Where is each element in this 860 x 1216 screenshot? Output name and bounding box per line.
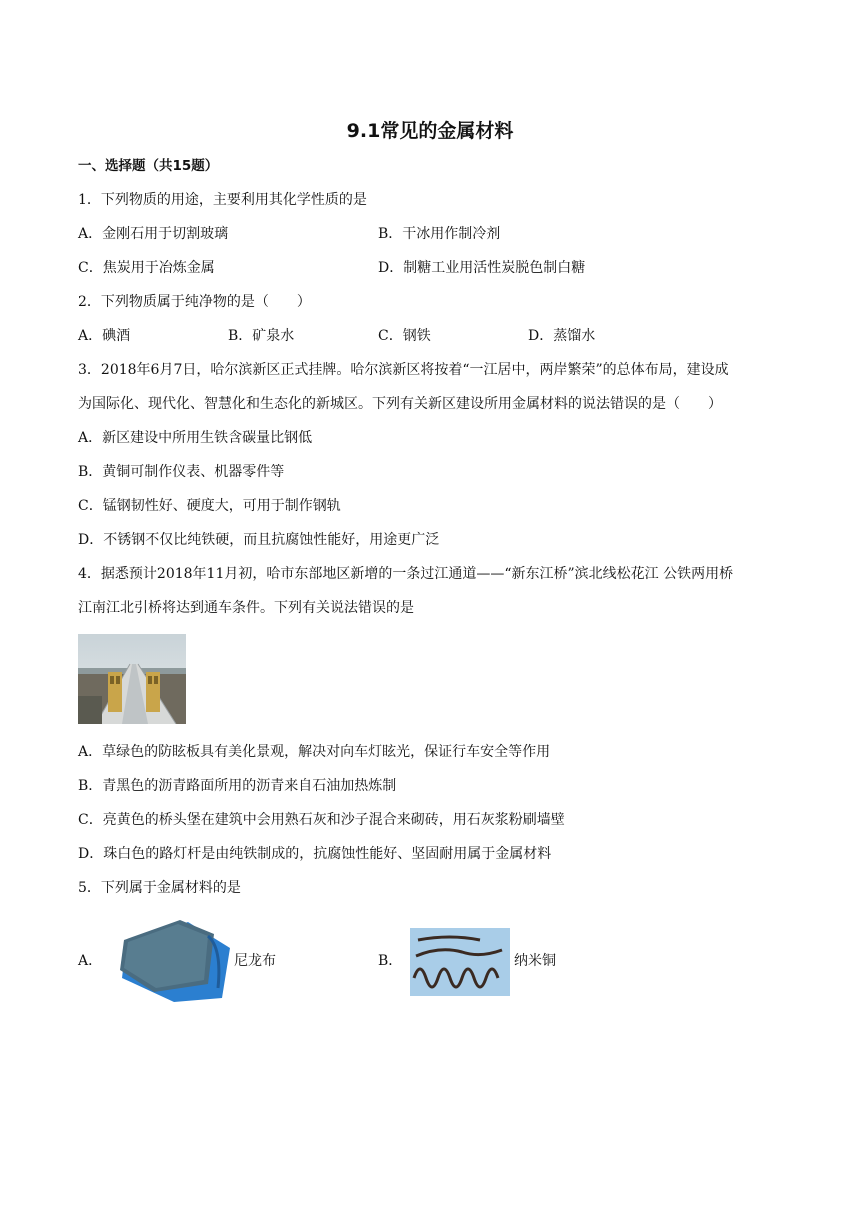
question-3-option-b: B．黄铜可制作仪表、机器零件等 xyxy=(78,464,285,480)
question-4-stem-line-2: 江南江北引桥将达到通车条件。下列有关说法错误的是 xyxy=(78,600,414,616)
question-2-option-b: B．矿泉水 xyxy=(228,328,295,344)
nano-copper-image xyxy=(410,928,510,996)
question-5-option-b-letter: B． xyxy=(378,953,403,969)
page-title: 9.1常见的金属材料 xyxy=(346,120,514,142)
question-5-option-b-label: 纳米铜 xyxy=(514,953,556,969)
question-3-stem-line-2: 为国际化、现代化、智慧化和生态化的新城区。下列有关新区建设所用金属材料的说法错误的是（ ） xyxy=(78,396,722,412)
question-4-stem-line-1: 4．据悉预计2018年11月初，哈市东部地区新增的一条过江通道——“新东江桥”滨北线松花江 公铁两用桥 xyxy=(78,566,734,582)
question-3-option-c: C．锰钢韧性好、硬度大，可用于制作钢轨 xyxy=(78,498,341,514)
question-2-option-a: A．碘酒 xyxy=(78,328,131,344)
question-5-option-a-letter: A． xyxy=(78,953,103,969)
question-1-stem: 1．下列物质的用途，主要利用其化学性质的是 xyxy=(78,192,367,208)
question-5-stem: 5．下列属于金属材料的是 xyxy=(78,880,241,896)
question-1-option-c: C．焦炭用于冶炼金属 xyxy=(78,260,215,276)
question-1-option-a: A．金刚石用于切割玻璃 xyxy=(78,226,229,242)
question-2-option-d: D．蒸馏水 xyxy=(528,328,596,344)
question-5-option-a-label: 尼龙布 xyxy=(234,953,276,969)
question-2-option-c: C．钢铁 xyxy=(378,328,431,344)
question-3-option-d: D．不锈钢不仅比纯铁硬，而且抗腐蚀性能好，用途更广泛 xyxy=(78,532,440,548)
section-heading: 一、选择题（共15题） xyxy=(78,158,219,174)
question-3-stem-line-1: 3．2018年6月7日，哈尔滨新区正式挂牌。哈尔滨新区将按着“一江居中，两岸繁荣”的总体布局，建设成 xyxy=(78,362,729,378)
question-2-stem: 2．下列物质属于纯净物的是（ ） xyxy=(78,294,311,310)
question-4-option-d: D．珠白色的路灯杆是由纯铁制成的，抗腐蚀性能好、坚固耐用属于金属材料 xyxy=(78,846,552,862)
nylon-cloth-image xyxy=(118,918,234,1002)
question-3-option-a: A．新区建设中所用生铁含碳量比钢低 xyxy=(78,430,313,446)
question-1-option-b: B．干冰用作制冷剂 xyxy=(378,226,501,242)
question-1-option-d: D．制糖工业用活性炭脱色制白糖 xyxy=(378,260,586,276)
bridge-photo xyxy=(78,634,186,724)
question-4-option-c: C．亮黄色的桥头堡在建筑中会用熟石灰和沙子混合来砌砖，用石灰浆粉刷墙壁 xyxy=(78,812,565,828)
question-4-option-b: B．青黑色的沥青路面所用的沥青来自石油加热炼制 xyxy=(78,778,397,794)
question-4-option-a: A．草绿色的防眩板具有美化景观，解决对向车灯眩光，保证行车安全等作用 xyxy=(78,744,551,760)
